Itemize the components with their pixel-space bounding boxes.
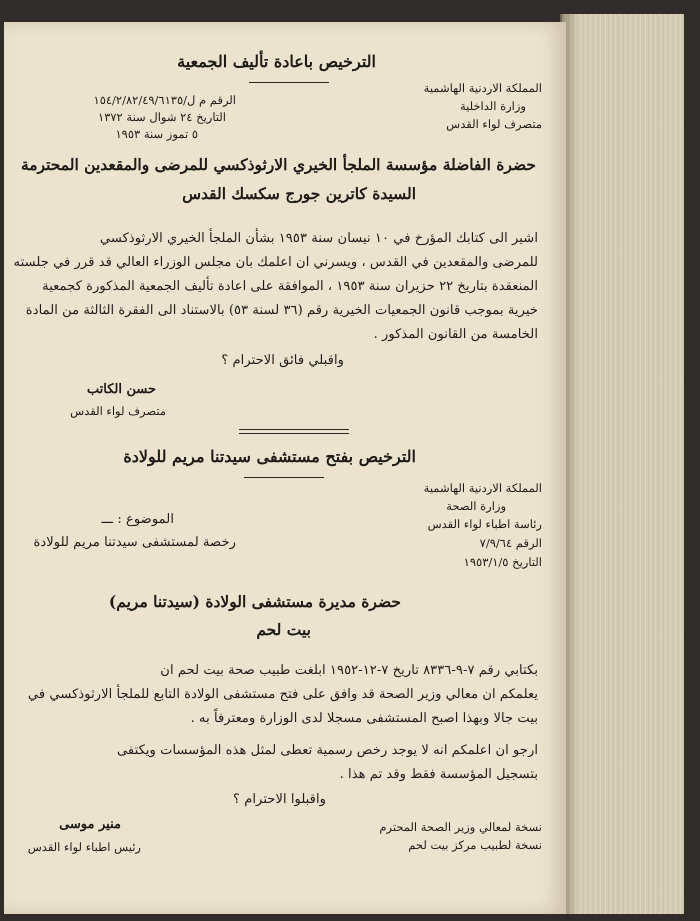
section1-title-rule — [249, 82, 329, 83]
section1-closing: واقبلي فائق الاحترام ؟ — [221, 353, 344, 368]
book-page-edges — [560, 14, 684, 914]
section2-copy-line-2: نسخة لطبيب مركز بيت لحم — [408, 838, 542, 852]
section1-body-line-3: المنعقدة بتاريخ ٢٢ حزيران سنة ١٩٥٣ ، الموافقة على اعادة تأليف الجمعية المذكورة كجمعية — [42, 279, 538, 294]
section2-subject: رخصة لمستشفى سيدتنا مريم للولادة — [33, 535, 236, 550]
section1-body-line-5: الخامسة من القانون المذكور . — [373, 327, 538, 342]
section1-reference-date: ٥ تموز سنة ١٩٥٣ — [115, 127, 198, 141]
section2-body-line-5: بتسجيل المؤسسة فقط وقد تم هذا . — [339, 767, 538, 782]
section1-sender-line-2: وزارة الداخلية — [459, 99, 526, 113]
section1-title: الترخيص باعادة تأليف الجمعية — [177, 52, 376, 71]
section1-sender-line-3: متصرف لواء القدس — [446, 117, 542, 131]
section1-addressee-line-1: حضرة الفاضلة مؤسسة الملجأ الخيري الارثوذكسي للمرضى والمقعدين المحترمة — [20, 155, 536, 174]
section2-sender-line-2: وزارة الصحة — [446, 499, 506, 513]
section2-addressee-line-1: حضرة مديرة مستشفى الولادة (سيدتنا مريم) — [108, 592, 401, 611]
section2-title-rule — [244, 477, 324, 478]
section1-body-line-4: خيرية بموجب قانون الجمعيات الخيرية رقم (٣٦ لسنة ٥٣) بالاستناد الى الفقرة الثالثة من المادة — [25, 303, 538, 318]
section2-sender-line-1: المملكة الاردنية الهاشمية — [423, 481, 542, 495]
section1-reference-number: الرقم م ل/١٥٤/٢/٨٢/٤٩/٦١٣٥ — [93, 93, 236, 107]
section-divider-1 — [239, 429, 349, 430]
section2-addressee-line-2: بيت لحم — [256, 620, 311, 639]
section1-signature-name: حسن الكاتب — [86, 382, 156, 397]
section1-addressee-line-2: السيدة كاترين جورج سكسك القدس — [182, 184, 416, 203]
section2-sender-line-3: رئاسة اطباء لواء القدس — [427, 517, 542, 531]
section1-reference-date-hijri: التاريخ ٢٤ شوال سنة ١٣٧٢ — [98, 110, 226, 124]
document-page — [4, 22, 566, 914]
section2-body-line-1: بكتابي رقم ٧-٩-٨٣٣٦ تاريخ ٧-١٢-١٩٥٢ ابلغت طبيب صحة بيت لحم ان — [160, 663, 538, 678]
section2-body-line-2: يعلمكم ان معالي وزير الصحة قد وافق على فتح مستشفى الولادة التابع للملجأ الارثوذكسي في — [27, 687, 538, 702]
section2-copy-line-1: نسخة لمعالي وزير الصحة المحترم — [379, 820, 542, 834]
section-divider-2 — [239, 433, 349, 434]
section2-signature-name: منير موسى — [59, 817, 121, 832]
section2-sender-line-4: الرقم ٧/٩/٦٤ — [479, 536, 542, 550]
section2-body-line-3: بيت جالا وبهذا اصبح المستشفى مسجلا لدى الوزارة ومعترفاً به . — [190, 711, 538, 726]
section2-subject-label: الموضوع : ـــ — [101, 512, 174, 527]
section1-body-line-1: اشير الى كتابك المؤرخ في ١٠ نيسان سنة ١٩٥٣ بشأن الملجأ الخيري الارثوذكسي — [99, 231, 538, 246]
section2-closing: واقبلوا الاحترام ؟ — [233, 792, 326, 807]
section1-signature-title: متصرف لواء القدس — [70, 404, 166, 418]
section2-sender-line-5: التاريخ ١٩٥٣/١/٥ — [463, 555, 542, 569]
section1-body-line-2: للمرضى والمقعدين في القدس ، ويسرني ان اعلمك بان مجلس الوزراء العالي قد قرر في جلسته — [13, 255, 538, 270]
section2-signature-title: رئيس اطباء لواء القدس — [27, 840, 141, 854]
section2-title: الترخيص بفتح مستشفى سيدتنا مريم للولادة — [123, 447, 416, 466]
section1-sender-line-1: المملكة الاردنية الهاشمية — [423, 81, 542, 95]
section2-body-line-4: ارجو ان اعلمكم انه لا يوجد رخص رسمية تعطى لمثل هذه المؤسسات ويكتفى — [116, 743, 538, 758]
